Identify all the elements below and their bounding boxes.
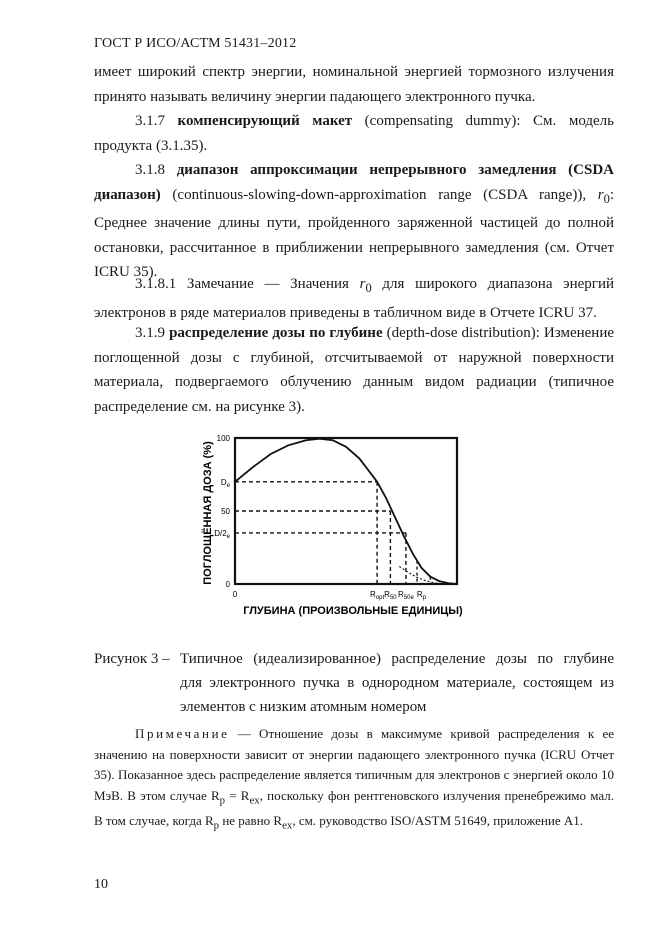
x-tick-sub: p [422,595,427,601]
note-label: Примечание [135,726,230,741]
x-tick-label: $R_{50}$ [384,590,397,601]
chart-frame [235,438,457,584]
section-text: : Среднее значение длины пути, пройденного заряженной частицей до полной остановки, рассчитанное в приближении непрерывного замедления (см. Отчет ICRU 35). [94,186,614,280]
plot-border [235,438,457,584]
x-tick-sub: 50 [389,595,397,601]
note-text-5: , см. руководство ISO/ASTM 51649, приложение A1. [292,812,583,828]
section-number: 3.1.9 [135,325,165,341]
y-tick-label: 0 [225,580,230,589]
section-3-1-7 [94,109,614,158]
x-axis-label: ГЛУБИНА (ПРОИЗВОЛЬНЫЕ ЕДИНИЦЫ) [243,605,463,617]
note-sub-1: p [219,794,226,807]
y-tick-label: $D/2_e$ [214,528,230,540]
section-number: 3.1.7 [135,113,165,129]
symbol-r: r [597,186,604,203]
section-term: распределение дозы по глубине [169,325,383,341]
figure-caption-line2: для электронного пучка в однородном материале, состоящем из [180,675,614,691]
section-term: компенсирующий макет [177,113,353,129]
y-axis-label: ПОГЛОЩЁННАЯ ДОЗА (%) [202,441,214,585]
section-pre: Замечание — Значения [176,276,360,292]
page-number: 10 [94,877,108,892]
y-tick-label: $D_e$ [220,477,230,489]
symbol-sub: 0 [603,191,610,206]
section-text: (compensating dummy): См. модель продукта (3.1.35). [94,113,614,154]
y-tick-label: 100 [216,434,230,443]
y-tick-label: 50 [221,507,230,516]
section-english-term: (continuous-slowing-down-approximation range (CSDA range)), [160,186,598,203]
section-number: 3.1.8 [135,162,165,178]
x-tick-sub: opt [375,595,385,601]
section-term: диапазон аппроксимации непрерывного замедления (CSDA диапазон) [94,162,614,203]
chart-x-ticks [233,590,427,601]
symbol-r: r [359,276,366,292]
section-text: (depth-dose distribution): Изменение поглощенной дозы с глубиной, отсчитываемой от наружной поверхности материала, подвергаемого облучению данным видом радиации (типичное распределение см. на рисунке 3). [94,325,614,415]
section-number: 3.1.8.1 [135,276,177,292]
note-sub-3: p [213,819,220,832]
note-sub-4: ex [282,819,293,832]
section-3-1-9 [94,321,614,419]
chart-lines [235,439,457,584]
note-text-3: , поскольку фон рентгеновского излучения пренебрежимо мал. В том случае, когда R [94,787,614,828]
y-tick-sub: e [226,533,230,540]
note-text-2: = R [225,787,250,803]
section-text: для широкого диапазона энергий электронов в ряде материалов приведены в табличном виде в Отчете ICRU 37. [94,276,614,321]
depth-dose-chart [195,428,485,628]
x-tick-sub: 50e [403,595,414,601]
section-3-1-8-1 [94,272,614,325]
x-tick-label: $R_p$ [416,590,427,601]
note-block [94,724,614,836]
symbol-sub: 0 [365,281,372,295]
chart-guides [235,438,430,584]
section-3-1-8 [94,158,614,285]
series-line-depth-dose [235,439,457,584]
figure-caption-line3: элементов с низким атомным номером [180,699,427,715]
paragraph-continuation: имеет широкий спектр энергии, номинальной энергией тормозного излучения принято называть величину энергии падающего электронного пучка. [94,64,614,105]
chart-y-ticks [214,434,230,589]
note-text-4: не равно R [219,812,283,828]
x-tick-label: $R_{50e}$ [398,590,414,601]
note-sub-2: ex [249,794,260,807]
y-tick-sub: e [226,482,230,489]
note-text-1: — Отношение дозы в максимуме кривой распределения к ее значению на поверхности зависит от энергии падающего электронного пучка (ICRU Отчет 35). Показанное здесь распределение является типичным для электронов с энергией около 10 МэВ. В этом случае R [94,726,614,803]
x-tick-label: 0 [232,590,238,599]
figure-caption-line1: Типичное (идеализированное) распределение дозы по глубине [180,651,614,667]
x-tick-label: $R_{opt}$ [370,590,385,601]
document-header: ГОСТ Р ИСО/АСТМ 51431–2012 [94,36,297,51]
figure-caption-label: Рисунок 3 – [94,651,170,667]
